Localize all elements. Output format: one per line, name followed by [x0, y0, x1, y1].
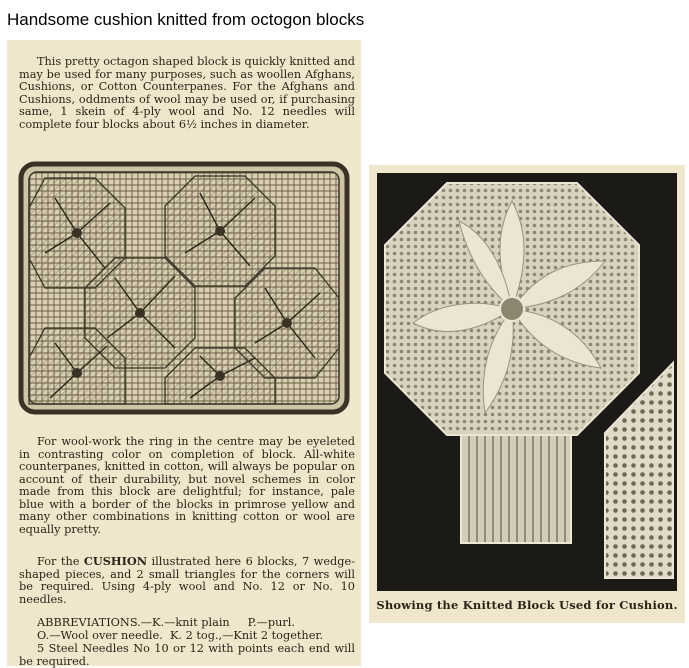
intro-paragraph: This pretty octagon shaped block is quickly knitted and may be used for many purposes, such as woollen Afghans, Cushions, or Cotton Counterpanes. For the Afghans and Cushions, oddments of wool may be used or, if purchasing same, 1 skein of 4-ply wool and No. 12 needles will complete four blocks about 6½ inches in diameter. [19, 55, 355, 131]
needles-paragraph: 5 Steel Needles No 10 or 12 with points each end will be required. [19, 642, 355, 668]
photo-panel [369, 165, 685, 623]
photo-caption: Showing the Knitted Block Used for Cushion. [376, 598, 678, 612]
cushion-illustration [15, 158, 353, 420]
knitted-block-photo [377, 173, 677, 591]
abbreviations-line-2: O.—Wool over needle. K. 2 tog.,—Knit 2 together. [37, 629, 324, 642]
abbreviations-line-1: ABBREVIATIONS.—K.—knit plain P.—purl. [37, 616, 295, 629]
wool-work-paragraph: For wool-work the ring in the centre may be eyeleted in contrasting color on completion of block. All-white counterpanes, knitted in cotton, will always be popular on account of their durability, but novel schemes in color made from this block are delightful; for instance, pale blue with a border of the blocks in primrose yellow and many other combinations in knitting cotton or wool are equally pretty. [19, 435, 355, 536]
cushion-paragraph: For the CUSHION illustrated here 6 blocks, 7 wedge-shaped pieces, and 2 small triangles for the corners will be required. Using 4-ply wool and No. 12 or No. 10 needles. [19, 554, 355, 606]
page-title: Handsome cushion knitted from octogon blocks [7, 10, 365, 29]
cushion-keyword: CUSHION [83, 554, 148, 568]
article-clipping [7, 40, 361, 666]
